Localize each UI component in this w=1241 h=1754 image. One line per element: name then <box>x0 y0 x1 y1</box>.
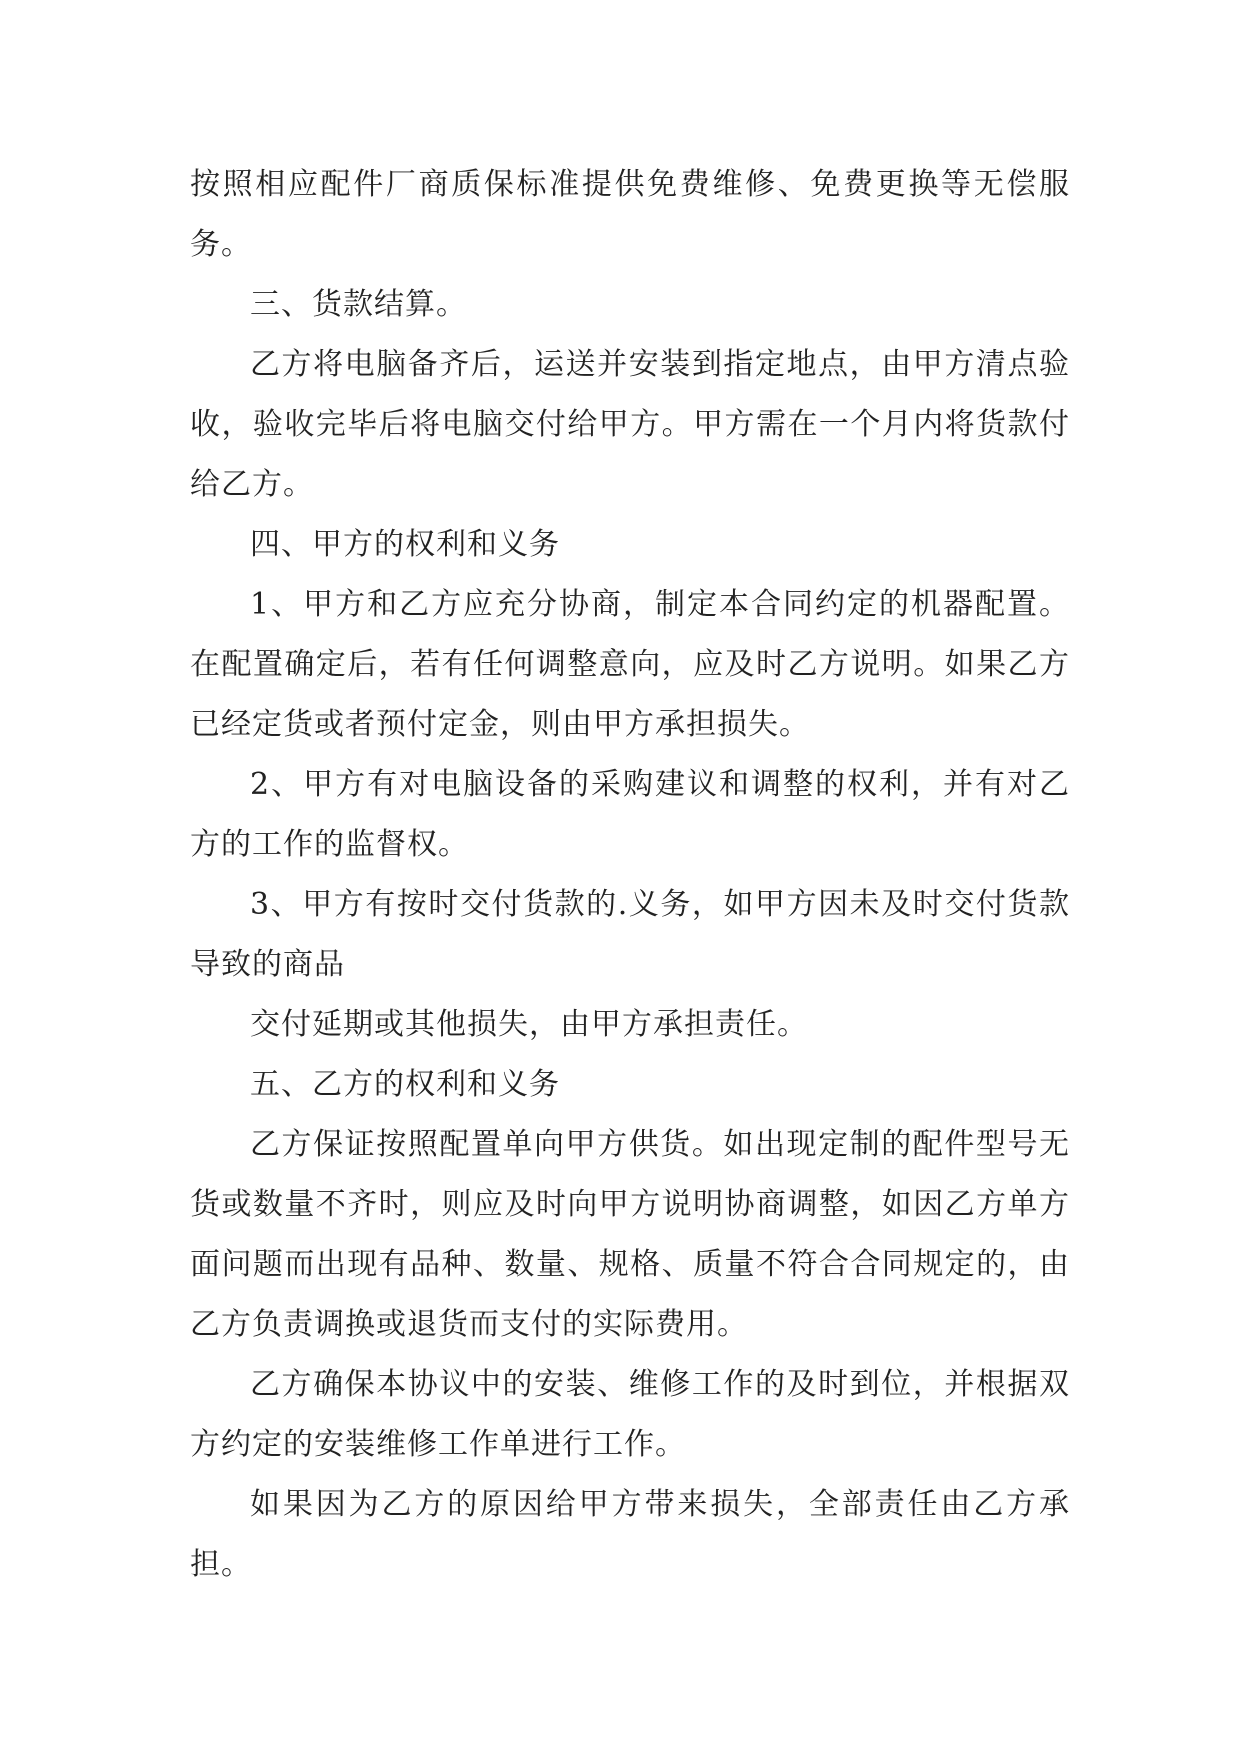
paragraph-party-b-liability: 如果因为乙方的原因给甲方带来损失，全部责任由乙方承担。 <box>190 1487 1070 1582</box>
paragraph-party-a-item-2: 2、甲方有对电脑设备的采购建议和调整的权利，并有对乙方的工作的监督权。 <box>190 767 1070 862</box>
paragraph-warranty-service: 按照相应配件厂商质保标准提供免费维修、免费更换等无偿服务。 <box>190 167 1070 262</box>
paragraph-party-b-supply: 乙方保证按照配置单向甲方供货。如出现定制的配件型号无货或数量不齐时，则应及时向甲方说明协商调整，如因乙方单方面问题而出现有品种、数量、规格、质量不符合合同规定的，由乙方负责调换或退货而支付的实际费用。 <box>190 1127 1070 1342</box>
document-page <box>190 155 1070 1595</box>
heading-payment-settlement: 三、货款结算。 <box>250 287 467 322</box>
paragraph-party-a-item-1: 1、甲方和乙方应充分协商，制定本合同约定的机器配置。在配置确定后，若有任何调整意向，应及时乙方说明。如果乙方已经定货或者预付定金，则由甲方承担损失。 <box>190 587 1070 742</box>
paragraph-delivery-acceptance: 乙方将电脑备齐后，运送并安装到指定地点，由甲方清点验收，验收完毕后将电脑交付给甲方。甲方需在一个月内将货款付给乙方。 <box>190 347 1070 502</box>
paragraph-party-b-installation: 乙方确保本协议中的安装、维修工作的及时到位，并根据双方约定的安装维修工作单进行工作。 <box>190 1367 1070 1462</box>
paragraph-party-a-item-3: 3、甲方有按时交付货款的.义务，如甲方因未及时交付货款导致的商品 <box>190 887 1070 982</box>
heading-party-a-rights: 四、甲方的权利和义务 <box>250 527 560 562</box>
heading-party-b-rights: 五、乙方的权利和义务 <box>250 1067 560 1102</box>
paragraph-party-a-item-3-continued: 交付延期或其他损失，由甲方承担责任。 <box>250 1007 808 1042</box>
